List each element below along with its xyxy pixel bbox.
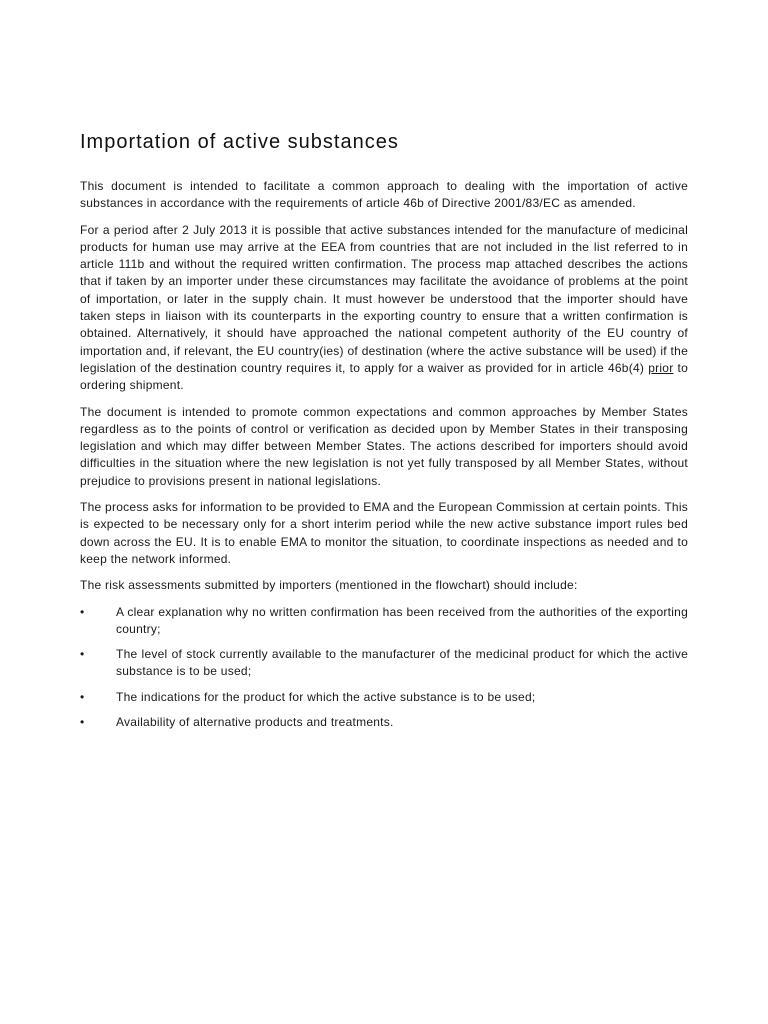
list-item <box>80 604 688 639</box>
risk-assessment-list <box>80 604 688 732</box>
period-paragraph <box>80 222 688 395</box>
period-paragraph-end: to ordering shipment. <box>80 360 689 393</box>
bullet-icon: • <box>80 715 85 730</box>
list-item-text: The indications for the product for which the active substance is to be used; <box>116 689 536 704</box>
prior-underlined-text: prior <box>648 360 674 375</box>
list-item-text: Availability of alternative products and treatments. <box>116 715 394 730</box>
bullet-icon: • <box>80 689 85 704</box>
bullet-icon: • <box>80 647 85 662</box>
document-title: Importation of active substances <box>80 131 399 153</box>
risk-assessment-intro: The risk assessments submitted by importers (mentioned in the flowchart) should include: <box>80 578 578 593</box>
list-item-text: A clear explanation why no written confirmation has been received from the authorities of the exporting country; <box>116 604 688 636</box>
list-item <box>80 689 688 706</box>
expectations-paragraph: The document is intended to promote common expectations and common approaches by Member States regardless as to the points of control or verification as decided upon by Member States in their transposing legislation and which may differ between Member States. The actions described for importers should avoid difficulties in the situation where the new legislation is not yet fully transposed by all Member States, without prejudice to provisions present in national legislations. <box>80 404 688 488</box>
list-item <box>80 646 688 681</box>
bullet-icon: • <box>80 604 85 619</box>
list-item <box>80 714 688 731</box>
list-item-text: The level of stock currently available to the manufacturer of the medicinal product for which the active substance is to be used; <box>116 647 688 679</box>
process-paragraph: The process asks for information to be provided to EMA and the European Commission at certain points. This is expected to be necessary only for a short interim period while the new active substance import rules bed down across the EU. It is to enable EMA to monitor the situation, to coordinate inspections as needed and to keep the network informed. <box>80 500 688 566</box>
intro-paragraph: This document is intended to facilitate a common approach to dealing with the importation of active substances in accordance with the requirements of article 46b of Directive 2001/83/EC as amended. <box>80 179 688 211</box>
period-paragraph-text: For a period after 2 July 2013 it is possible that active substances intended for the manufacture of medicinal products for human use may arrive at the EEA from countries that are not included in the list referred to in article 111b and without the required written confirmation. The process map attached describes the actions that if taken by an importer under these circumstances may facilitate the avoidance of problems at the point of importation, or later in the supply chain. It must however be understood that the importer should have taken steps in liaison with its counterparts in the exporting country to ensure that a written confirmation is obtained. Alternatively, it should have approached the national competent authority of the EU country of importation and, if relevant, the EU country(ies) of destination (where the active substance will be used) if the legislation of the destination country requires it, to apply for a waiver as provided for in article 46b(4) <box>80 222 688 375</box>
